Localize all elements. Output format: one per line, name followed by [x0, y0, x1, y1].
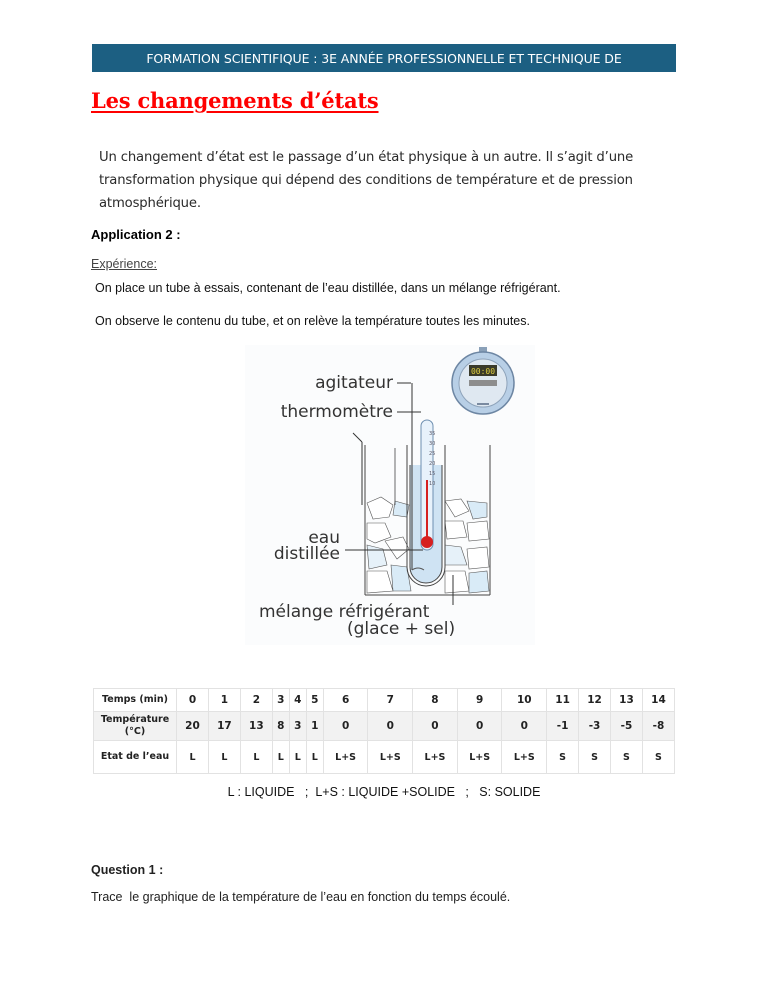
scale-30: 30: [429, 441, 436, 447]
label-eau: eau: [308, 528, 340, 548]
etat-cell: L+S: [323, 741, 368, 774]
row-header-temps: Temps (min): [94, 689, 177, 712]
table-legend: L : LIQUIDE ; L+S : LIQUIDE +SOLIDE ; S: SOLIDE: [227, 785, 541, 799]
temps-cell: 3: [272, 689, 289, 712]
etat-cell: S: [611, 741, 643, 774]
scale-10: 10: [429, 481, 436, 487]
experiment-figure: [245, 345, 535, 645]
table-row-etat: [94, 741, 675, 774]
label-thermometre: thermomètre: [280, 402, 393, 422]
etat-cell: L+S: [457, 741, 502, 774]
question-text: Trace le graphique de la température de l’eau en fonction du temps écoulé.: [91, 890, 511, 904]
etat-cell: L+S: [368, 741, 413, 774]
etat-cell: L: [177, 741, 209, 774]
scale-20: 20: [429, 461, 436, 467]
temperature-cell: 17: [208, 712, 240, 741]
label-glace-sel: (glace + sel): [347, 619, 456, 639]
etat-cell: L+S: [413, 741, 458, 774]
etat-cell: L: [240, 741, 272, 774]
etat-cell: L: [208, 741, 240, 774]
temps-cell: 13: [611, 689, 643, 712]
temperature-cell: 0: [457, 712, 502, 741]
temps-cell: 7: [368, 689, 413, 712]
temperature-cell: 20: [177, 712, 209, 741]
temperature-cell: 0: [368, 712, 413, 741]
experience-label: Expérience:: [91, 257, 158, 271]
row-header-etat: Etat de l’eau: [94, 741, 177, 774]
scale-35: 35: [429, 431, 436, 437]
data-table: [93, 688, 675, 774]
application-title: Application 2 :: [91, 227, 181, 242]
question-title: Question 1 :: [91, 863, 164, 877]
temperature-cell: 0: [323, 712, 368, 741]
temps-cell: 8: [413, 689, 458, 712]
temps-cell: 1: [208, 689, 240, 712]
etat-cell: S: [579, 741, 611, 774]
temperature-cell: 0: [502, 712, 547, 741]
banner-text: FORMATION SCIENTIFIQUE : 3E ANNÉE PROFESSIONNELLE ET TECHNIQUE DE: [146, 50, 622, 66]
experience-line-1: On place un tube à essais, contenant de l’eau distillée, dans un mélange réfrigérant.: [95, 281, 561, 295]
etat-cell: L+S: [502, 741, 547, 774]
temperature-cell: 0: [413, 712, 458, 741]
intro-paragraph: Un changement d’état est le passage d’un état physique à un autre. Il s’agit d’une transformation physique qui dépend des conditions de température et de pression atmosphérique.: [99, 150, 634, 211]
temps-cell: 11: [547, 689, 579, 712]
temperature-cell: 3: [289, 712, 306, 741]
header-banner: [92, 44, 676, 72]
temps-cell: 2: [240, 689, 272, 712]
scale-25: 25: [429, 451, 436, 457]
temperature-cell: -8: [642, 712, 674, 741]
etat-cell: L: [272, 741, 289, 774]
temps-cell: 12: [579, 689, 611, 712]
thermometer-icon: [421, 420, 435, 550]
temperature-cell: 13: [240, 712, 272, 741]
temperature-cell: -3: [579, 712, 611, 741]
etat-cell: L: [289, 741, 306, 774]
temps-cell: 14: [642, 689, 674, 712]
etat-cell: S: [547, 741, 579, 774]
label-agitateur: agitateur: [315, 373, 393, 393]
temps-cell: 6: [323, 689, 368, 712]
scale-15: 15: [429, 471, 436, 477]
row-header-temperature: Température (°C): [94, 712, 177, 741]
etat-cell: S: [642, 741, 674, 774]
label-melange: mélange réfrigérant: [259, 602, 430, 622]
label-distillee: distillée: [273, 544, 340, 564]
temps-cell: 5: [306, 689, 323, 712]
temps-cell: 10: [502, 689, 547, 712]
stopwatch-display: 00:00: [470, 367, 496, 376]
temperature-cell: -5: [611, 712, 643, 741]
temps-cell: 0: [177, 689, 209, 712]
table-row-temps: [94, 689, 675, 712]
page-title: Les changements d’états: [91, 88, 379, 113]
temperature-cell: -1: [547, 712, 579, 741]
temperature-cell: 1: [306, 712, 323, 741]
temps-cell: 9: [457, 689, 502, 712]
temps-cell: 4: [289, 689, 306, 712]
etat-cell: L: [306, 741, 323, 774]
table-row-temperature: [94, 712, 675, 741]
temperature-cell: 8: [272, 712, 289, 741]
experience-line-2: On observe le contenu du tube, et on relève la température toutes les minutes.: [95, 314, 530, 328]
